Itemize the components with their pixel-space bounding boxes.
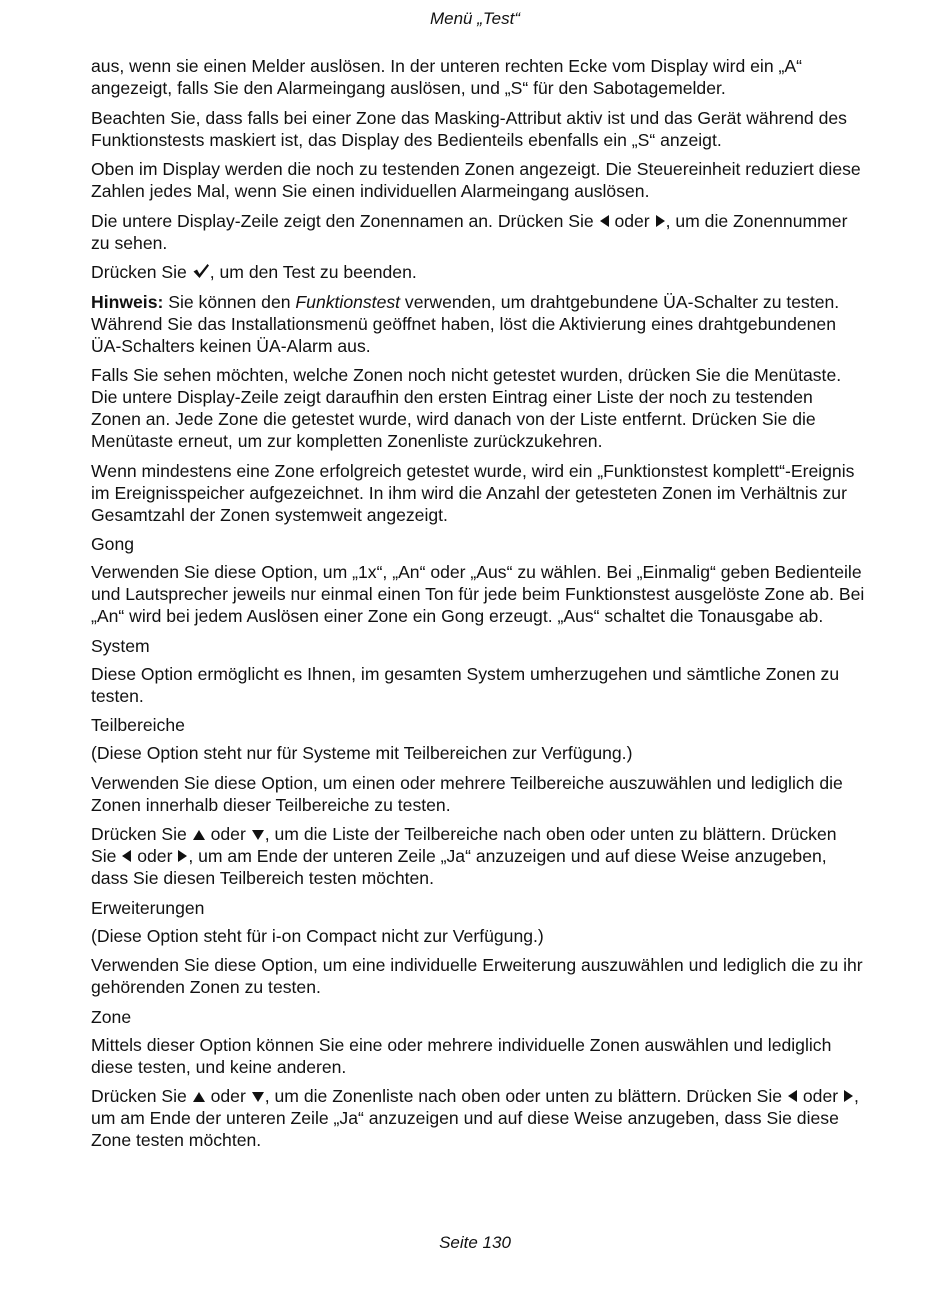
option-desc-teilbereiche: Verwenden Sie diese Option, um einen oder mehrere Teilbereiche auszuwählen und lediglich die Zonen innerhalb dieser Teilbereiche zu testen. xyxy=(91,772,843,815)
paragraph-zones-counter: Oben im Display werden die noch zu testenden Zonen angezeigt. Die Steuereinheit reduziert diese Zahlen jedes Mal, wenn Sie einen individuellen Alarmeingang auslösen. xyxy=(91,159,861,201)
text-segment: Sie können den xyxy=(163,291,296,312)
text-segment: Drücken Sie xyxy=(91,262,192,282)
paragraph-zone-name xyxy=(91,210,866,254)
paragraph-masking-note: Beachten Sie, dass falls bei einer Zone das Masking-Attribut aktiv ist und das Gerät während des Funktionstests maskiert ist, das Display des Bedienteils ebenfalls ein „S“ anzeigt. xyxy=(91,107,847,150)
text-segment: , um am Ende der unteren Zeile „Ja“ anzuzeigen und auf diese Weise anzugeben, dass Sie diesen Teilbereich testen möchten. xyxy=(91,846,827,888)
left-arrow-icon xyxy=(787,1085,798,1107)
paragraph-test-complete-event: Wenn mindestens eine Zone erfolgreich getestet wurde, wird ein „Funktionstest komplett“-Ereignis im Ereignisspeicher aufgezeichnet. In ihm wird die Anzahl der getesteten Zonen im Verhältnis zur Gesamtzahl der Zonen systemweit angezeigt. xyxy=(91,460,855,525)
left-arrow-icon xyxy=(599,210,610,232)
paragraph-hinweis xyxy=(91,291,866,357)
option-note-teilbereiche: (Diese Option steht nur für Systeme mit Teilbereichen zur Verfügung.) xyxy=(91,743,633,763)
text-segment: Drücken Sie xyxy=(91,1086,192,1106)
page-header-title: Menü „Test“ xyxy=(429,9,521,28)
down-arrow-icon xyxy=(251,1085,265,1107)
up-arrow-icon xyxy=(192,823,206,845)
right-arrow-icon xyxy=(177,845,188,867)
option-term-zone: Zone xyxy=(91,1006,132,1027)
option-term-teilbereiche: Teilbereiche xyxy=(91,715,185,735)
text-segment: , um die Liste der Teilbereiche nach oben oder unten zu blättern. Drücken Sie xyxy=(91,824,837,866)
text-segment: , um den Test zu beenden. xyxy=(209,262,417,282)
page-number: Seite 130 xyxy=(439,1233,511,1252)
option-desc-system: Diese Option ermöglicht es Ihnen, im gesamten System umherzugehen und sämtliche Zonen zu testen. xyxy=(91,663,840,706)
option-note-erweiterungen: (Diese Option steht für i-on Compact nicht zur Verfügung.) xyxy=(91,925,544,946)
down-arrow-icon xyxy=(251,823,265,845)
right-arrow-icon xyxy=(843,1085,854,1107)
paragraph-display-indicators: aus, wenn sie einen Melder auslösen. In der unteren rechten Ecke vom Display wird ein „A“ angezeigt, falls Sie den Alarmeingang auslösen, und „S“ für den Sabotagemelder. xyxy=(91,56,802,98)
emphasis-funktionstest: Funktionstest xyxy=(295,291,401,312)
text-segment: oder xyxy=(797,1086,843,1106)
text-segment: oder xyxy=(205,1086,251,1106)
right-arrow-icon xyxy=(655,210,666,232)
text-segment: , um die Zonennummer zu sehen. xyxy=(91,210,848,253)
option-term-gong: Gong xyxy=(91,534,135,554)
text-segment: Die untere Display-Zeile zeigt den Zonennamen an. Drücken Sie xyxy=(91,210,599,231)
option-nav-zone xyxy=(91,1085,866,1151)
text-segment: oder xyxy=(132,846,178,866)
text-segment: oder xyxy=(205,824,251,844)
left-arrow-icon xyxy=(121,845,132,867)
paragraph-end-test xyxy=(91,261,866,283)
up-arrow-icon xyxy=(192,1085,206,1107)
text-segment: verwenden, um drahtgebundene ÜA-Schalter zu testen. Während Sie das Installationsmenü geöffnet haben, löst die Aktivierung eines drahtgebundenen ÜA-Schalters keinen ÜA-Alarm aus. xyxy=(91,291,840,356)
text-segment: , um am Ende der unteren Zeile „Ja“ anzuzeigen und auf diese Weise anzugeben, dass Sie diese Zone testen möchten. xyxy=(91,1086,859,1150)
option-nav-teilbereiche xyxy=(91,823,866,889)
hinweis-label: Hinweis: xyxy=(91,291,164,312)
text-segment: , um die Zonenliste nach oben oder unten zu blättern. Drücken Sie xyxy=(264,1086,787,1106)
check-icon xyxy=(192,261,210,283)
option-term-erweiterungen: Erweiterungen xyxy=(91,897,205,918)
text-segment: Drücken Sie xyxy=(91,824,192,844)
option-desc-gong: Verwenden Sie diese Option, um „1x“, „An“ oder „Aus“ zu wählen. Bei „Einmalig“ geben Bedienteile und Lautsprecher jeweils nur einmal einen Ton für jede beim Funktionstest ausgelöste Zone ab. Bei „An“ wird bei jedem Auslösen einer Zone ein Gong erzeugt. „Aus“ schaltet die Tonausgabe ab. xyxy=(91,562,865,626)
text-segment: oder xyxy=(609,210,655,231)
paragraph-untested-zones: Falls Sie sehen möchten, welche Zonen noch nicht getestet wurden, drücken Sie die Menütaste. Die untere Display-Zeile zeigt daraufhin den ersten Eintrag einer Liste der noch zu testenden Zonen an. Jede Zone die getestet wurde, wird danach von der Liste entfernt. Drücken Sie die Menütaste erneut, um zur kompletten Zonenliste zurückzukehren. xyxy=(91,365,842,451)
option-desc-erweiterungen: Verwenden Sie diese Option, um eine individuelle Erweiterung auszuwählen und lediglich die zu ihr gehörenden Zonen zu testen. xyxy=(91,955,863,997)
page-content xyxy=(91,55,866,1159)
option-desc-zone: Mittels dieser Option können Sie eine oder mehrere individuelle Zonen auswählen und lediglich diese testen, und keine anderen. xyxy=(91,1034,832,1077)
option-term-system: System xyxy=(91,635,150,656)
